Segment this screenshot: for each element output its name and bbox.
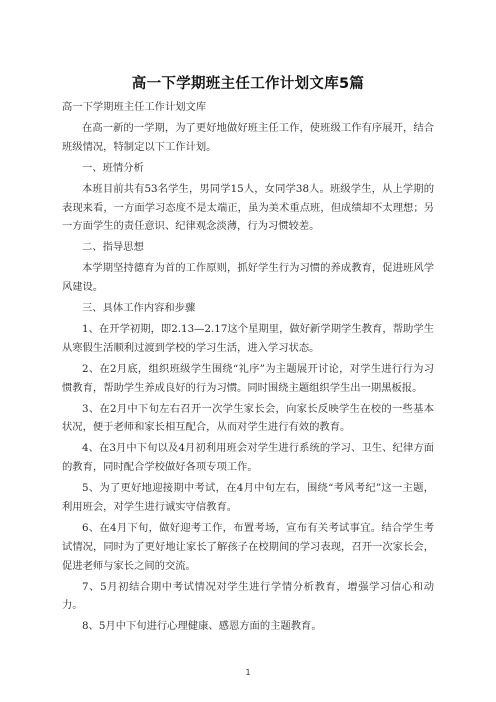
work-step-item: 5、为了更好地迎接期中考试，在4月中旬左右，围绕“考风考纪”这一主题，利用班会，对学生进行诚实守信教育。 bbox=[62, 482, 434, 513]
section-heading-work-steps: 三、具体工作内容和步骤 bbox=[82, 302, 196, 315]
class-analysis-paragraph: 本班目前共有53名学生，男同学15人，女同学38人。班级学生，从上学期的表现来看，一方面学习态度不是太端正，虽为美术重点班，但成绩却不太理想；另一方面学生的责任意识、纪律观念淡薄，行为习惯较差。 bbox=[62, 182, 434, 233]
document-title: 高一下学期班主任工作计划文库5篇 bbox=[131, 76, 365, 92]
work-step-item: 4、在3月中下旬以及4月初利用班会对学生进行系统的学习、卫生、纪律方面的教育，同时配合学校做好各项专项工作。 bbox=[62, 442, 434, 474]
section-heading-class-analysis: 一、班情分析 bbox=[82, 161, 144, 174]
document-body bbox=[62, 98, 434, 638]
subtitle-paragraph: 高一下学期班主任工作计划文库 bbox=[62, 101, 207, 113]
work-step-item: 3、在2月中下旬左右召开一次学生家长会，向家长反映学生在校的一些基本状况，便于老师和家长相互配合，从而对学生进行有效的教育。 bbox=[62, 402, 434, 434]
intro-paragraph: 在高一新的一学期，为了更好地做好班主任工作，使班级工作有序展开，结合班级情况，特制定以下工作计划。 bbox=[62, 121, 434, 153]
work-step-item: 6、在4月下旬，做好迎考工作，布置考场，宣布有关考试事宜。结合学生考试情况，同时为了更好地让家长了解孩子在校期间的学习表现，召开一次家长会，促进老师与家长之间的交流。 bbox=[62, 521, 434, 572]
work-step-item: 2、在2月底，组织班级学生围绕“礼序”为主题展开讨论，对学生进行行为习惯教育，帮助学生养成良好的行为习惯。同时围绕主题组织学生出一期黑板报。 bbox=[62, 362, 434, 394]
work-step-item: 7、5月初结合期中考试情况对学生进行学情分析教育，增强学习信心和动力。 bbox=[62, 580, 434, 612]
guiding-idea-paragraph: 本学期坚持德育为首的工作原则，抓好学生行为习惯的养成教育，促进班风学风建设。 bbox=[62, 262, 434, 294]
page-number: 1 bbox=[245, 668, 251, 677]
work-step-item: 1、在开学初期，即2.13—2.17这个星期里，做好新学期学生教育，帮助学生从寒假生活顺利过渡到学校的学习生活，进入学习状态。 bbox=[62, 323, 434, 354]
section-heading-guiding-idea: 二、指导思想 bbox=[82, 241, 144, 254]
work-step-item: 8、5月中下旬进行心理健康、感恩方面的主题教育。 bbox=[82, 620, 322, 633]
